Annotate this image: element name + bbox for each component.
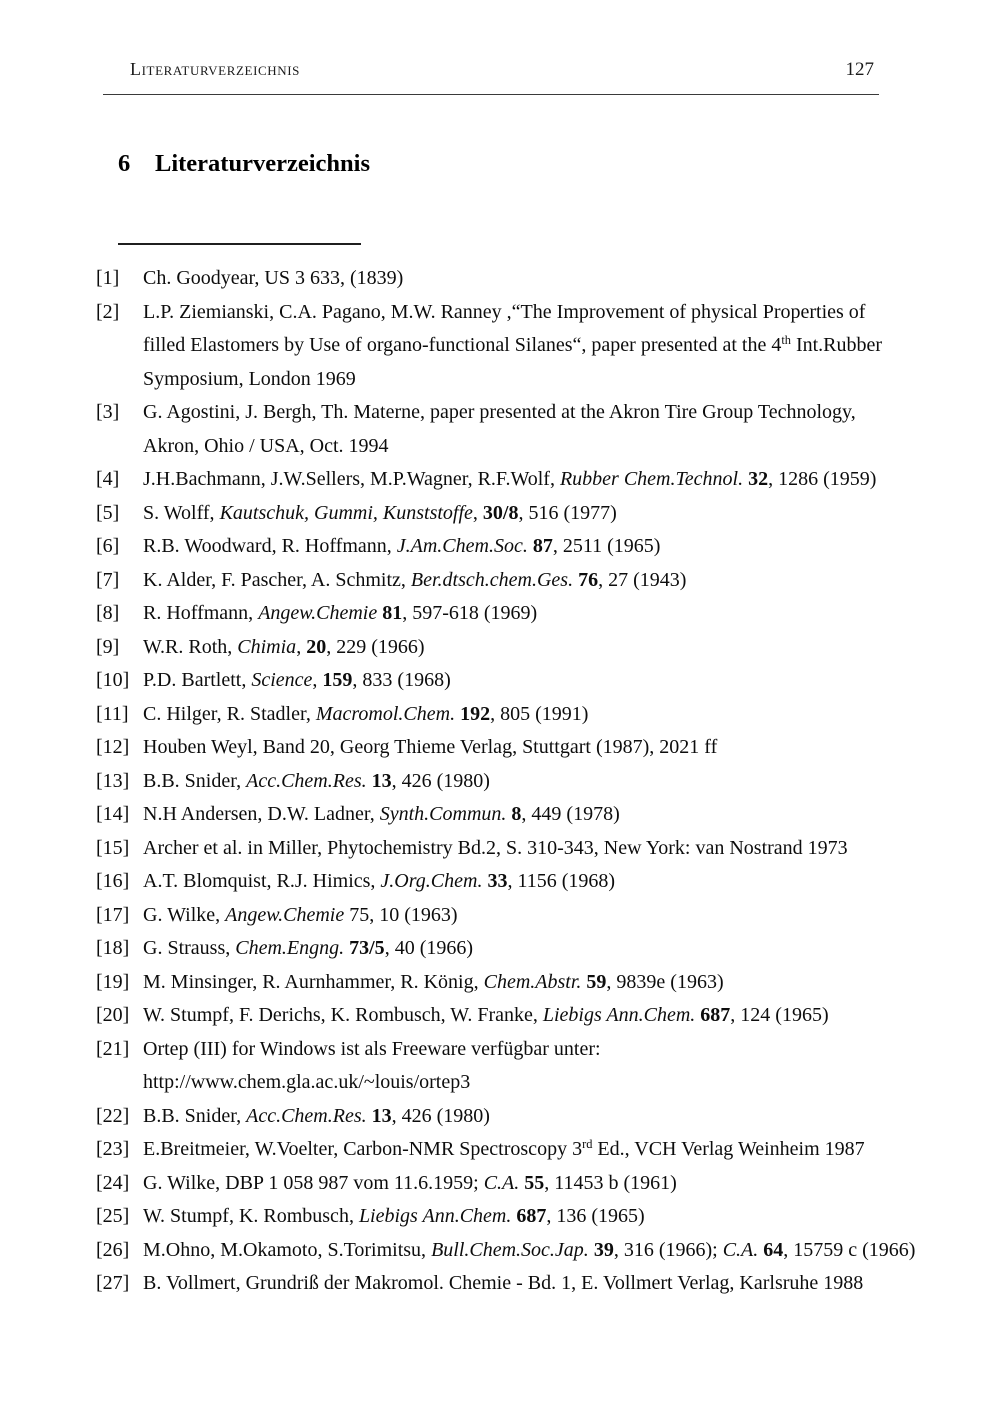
page-number: 127 (845, 59, 874, 80)
reference-number: [9] (96, 635, 120, 658)
reference-item (96, 899, 956, 933)
reference-item (96, 731, 956, 765)
reference-body (143, 765, 956, 799)
header-rule (103, 94, 879, 95)
reference-number: [3] (96, 401, 120, 423)
reference-item (96, 1100, 956, 1134)
reference-item (96, 530, 956, 564)
reference-body (143, 1100, 956, 1134)
reference-list (96, 262, 956, 1301)
reference-item (96, 631, 956, 665)
reference-number: [10] (96, 669, 130, 691)
reference-body (143, 1267, 956, 1301)
reference-line: G. Strauss, Chem.Engng. 73/5, 40 (1966) (143, 937, 474, 959)
reference-line: Ch. Goodyear, US 3 633, (1839) (143, 267, 404, 289)
reference-item (96, 932, 956, 966)
reference-body (143, 832, 956, 866)
reference-body (143, 530, 956, 564)
reference-line: N.H Andersen, D.W. Ladner, Synth.Commun. 8, 449 (1978) (143, 803, 620, 825)
reference-body (143, 966, 956, 1000)
reference-line: M.Ohno, M.Okamoto, S.Torimitsu, Bull.Chem.Soc.Jap. 39, 316 (1966); C.A. 64, 15759 c (1966) (143, 1238, 916, 1261)
reference-body (143, 865, 956, 899)
reference-item (96, 296, 956, 397)
reference-item (96, 966, 956, 1000)
reference-line: A.T. Blomquist, R.J. Himics, J.Org.Chem. 33, 1156 (1968) (143, 870, 616, 892)
reference-number: [4] (96, 468, 120, 490)
reference-number: [8] (96, 602, 120, 624)
reference-body (143, 497, 956, 531)
reference-body (143, 1167, 956, 1201)
reference-line: filled Elastomers by Use of organo-functional Silanes“, paper presented at the 4th Int.Rubber (143, 333, 883, 356)
reference-item (96, 1234, 956, 1268)
reference-number: [2] (96, 300, 120, 323)
reference-number: [22] (96, 1104, 130, 1127)
reference-item (96, 999, 956, 1033)
reference-item (96, 497, 956, 531)
reference-body (143, 564, 956, 598)
reference-line: G. Agostini, J. Bergh, Th. Materne, paper presented at the Akron Tire Group Technology, (143, 401, 856, 423)
reference-line: W. Stumpf, F. Derichs, K. Rombusch, W. Franke, Liebigs Ann.Chem. 687, 124 (1965) (143, 1004, 829, 1026)
reference-body (143, 999, 956, 1033)
reference-body (143, 1234, 956, 1268)
reference-number: [20] (96, 1004, 130, 1026)
reference-line: J.H.Bachmann, J.W.Sellers, M.P.Wagner, R.F.Wolf, Rubber Chem.Technol. 32, 1286 (1959) (143, 468, 877, 490)
reference-number: [18] (96, 937, 130, 959)
reference-line: E.Breitmeier, W.Voelter, Carbon-NMR Spectroscopy 3rd Ed., VCH Verlag Weinheim 1987 (143, 1137, 865, 1160)
reference-item (96, 1167, 956, 1201)
reference-item (96, 1033, 956, 1100)
reference-line: http://www.chem.gla.ac.uk/~louis/ortep3 (143, 1071, 471, 1093)
reference-line: P.D. Bartlett, Science, 159, 833 (1968) (143, 669, 451, 691)
reference-body (143, 1033, 956, 1100)
reference-number: [24] (96, 1171, 130, 1194)
reference-line: R.B. Woodward, R. Hoffmann, J.Am.Chem.Soc. 87, 2511 (1965) (143, 535, 661, 557)
reference-number: [27] (96, 1272, 130, 1294)
heading-separator-rule (118, 243, 361, 245)
section-title: Literaturverzeichnis (155, 150, 370, 177)
section-heading (118, 150, 370, 178)
reference-item (96, 1267, 956, 1301)
running-head-title: Literaturverzeichnis (130, 59, 301, 79)
reference-number: [7] (96, 568, 120, 591)
reference-line: L.P. Ziemianski, C.A. Pagano, M.W. Ranney ,“The Improvement of physical Properties of (143, 300, 866, 323)
reference-item (96, 463, 956, 497)
reference-number: [1] (96, 267, 120, 289)
reference-line: G. Wilke, DBP 1 058 987 vom 11.6.1959; C.A. 55, 11453 b (1961) (143, 1171, 677, 1194)
reference-item (96, 597, 956, 631)
reference-number: [26] (96, 1238, 130, 1261)
reference-item (96, 832, 956, 866)
reference-body (143, 463, 956, 497)
reference-line: M. Minsinger, R. Aurnhammer, R. König, Chem.Abstr. 59, 9839e (1963) (143, 970, 724, 993)
reference-line: W. Stumpf, K. Rombusch, Liebigs Ann.Chem. 687, 136 (1965) (143, 1205, 645, 1227)
reference-body (143, 664, 956, 698)
reference-number: [21] (96, 1037, 130, 1060)
reference-item (96, 698, 956, 732)
reference-line: Ortep (III) for Windows ist als Freeware verfügbar unter: (143, 1037, 601, 1060)
section-number: 6 (118, 150, 131, 177)
reference-number: [15] (96, 836, 130, 859)
reference-number: [5] (96, 501, 120, 524)
reference-body (143, 698, 956, 732)
reference-line: G. Wilke, Angew.Chemie 75, 10 (1963) (143, 903, 458, 926)
reference-body (143, 262, 956, 296)
reference-number: [23] (96, 1138, 130, 1160)
reference-line: B. Vollmert, Grundriß der Makromol. Chemie - Bd. 1, E. Vollmert Verlag, Karlsruhe 1988 (143, 1272, 864, 1294)
reference-line: C. Hilger, R. Stadler, Macromol.Chem. 192, 805 (1991) (143, 702, 589, 725)
reference-line: Houben Weyl, Band 20, Georg Thieme Verlag, Stuttgart (1987), 2021 ff (143, 736, 718, 758)
reference-body (143, 899, 956, 933)
reference-item (96, 564, 956, 598)
reference-item (96, 396, 956, 463)
reference-body (143, 1133, 956, 1167)
reference-item (96, 798, 956, 832)
reference-body (143, 396, 956, 463)
reference-body (143, 597, 956, 631)
reference-number: [12] (96, 736, 130, 758)
reference-item (96, 262, 956, 296)
reference-line: B.B. Snider, Acc.Chem.Res. 13, 426 (1980) (143, 1104, 490, 1127)
reference-body (143, 932, 956, 966)
reference-line: Akron, Ohio / USA, Oct. 1994 (143, 434, 389, 457)
reference-line: K. Alder, F. Pascher, A. Schmitz, Ber.dtsch.chem.Ges. 76, 27 (1943) (143, 568, 687, 591)
reference-line: R. Hoffmann, Angew.Chemie 81, 597-618 (1969) (143, 602, 538, 624)
reference-number: [14] (96, 803, 130, 825)
reference-body (143, 1200, 956, 1234)
reference-item (96, 664, 956, 698)
reference-item (96, 1133, 956, 1167)
reference-body (143, 296, 956, 397)
reference-body (143, 798, 956, 832)
reference-number: [16] (96, 870, 130, 892)
reference-number: [13] (96, 769, 130, 792)
reference-number: [17] (96, 903, 130, 926)
reference-number: [19] (96, 970, 130, 993)
reference-item (96, 765, 956, 799)
reference-number: [25] (96, 1205, 130, 1227)
reference-line: Symposium, London 1969 (143, 367, 356, 390)
reference-item (96, 865, 956, 899)
reference-line: S. Wolff, Kautschuk, Gummi, Kunststoffe, 30/8, 516 (1977) (143, 501, 617, 524)
reference-item (96, 1200, 956, 1234)
reference-number: [6] (96, 535, 120, 557)
reference-body (143, 731, 956, 765)
reference-line: B.B. Snider, Acc.Chem.Res. 13, 426 (1980) (143, 769, 490, 792)
reference-line: W.R. Roth, Chimia, 20, 229 (1966) (143, 635, 425, 658)
reference-body (143, 631, 956, 665)
reference-line: Archer et al. in Miller, Phytochemistry Bd.2, S. 310-343, New York: van Nostrand 1973 (143, 836, 848, 859)
reference-number: [11] (96, 702, 129, 725)
